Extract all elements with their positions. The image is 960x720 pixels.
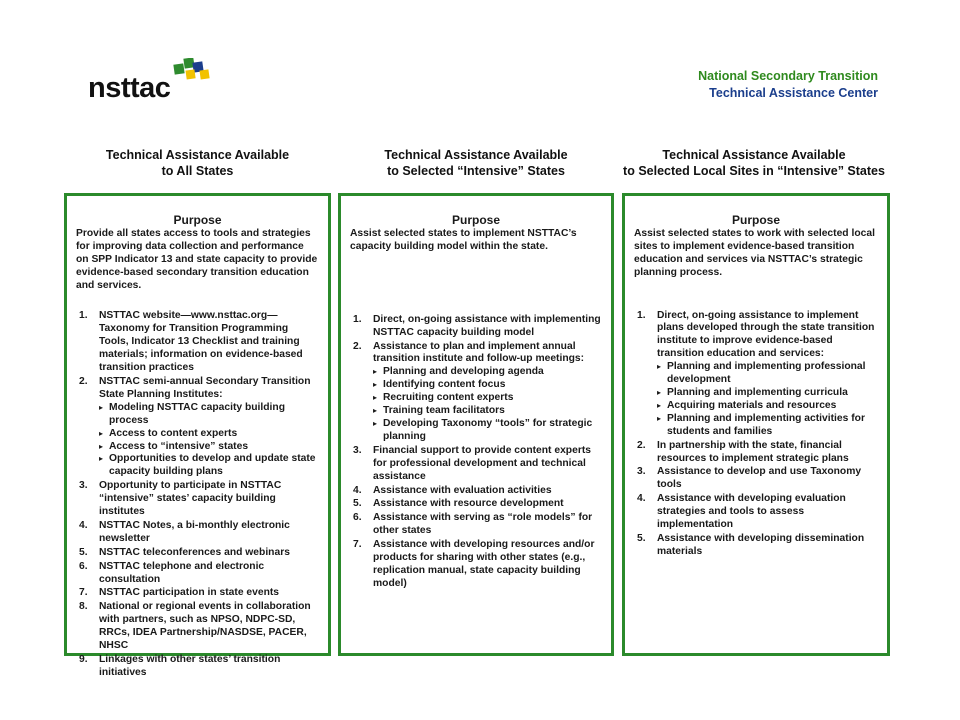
logo-wordmark: nsttac: [88, 72, 171, 104]
bullet-icon: ▸: [373, 380, 378, 390]
nsttac-logo: [88, 58, 218, 104]
bullet-icon: ▸: [99, 402, 104, 412]
column-heading-line2: to All States: [161, 164, 234, 178]
column-heading-line1: Technical Assistance Available: [105, 148, 290, 162]
list-item: 6. NSTTAC telephone and electronic consultation: [79, 560, 265, 585]
sub-list: [657, 361, 878, 438]
nsttac-logo-squares-icon: [172, 58, 212, 84]
assistance-list: [350, 314, 602, 591]
column-heading-local-sites: [618, 147, 890, 179]
purpose-text: Assist selected states to implement NSTTAC’s capacity building model within the state.: [350, 227, 577, 252]
list-item: 2. Assistance to plan and implement annual transition institute and follow-up meetings: ▸ Planning and developing agenda ▸ Identifying content focus ▸ Recruiting content experts ▸ Training team facilitators ▸ Developing Taxonomy “tools” for strategic planning: [350, 341, 602, 444]
list-item: 4. Assistance with developing evaluation strategies and tools to assess implementation: [637, 493, 846, 531]
purpose-title: Purpose: [173, 213, 222, 227]
list-item: 4. NSTTAC Notes, a bi-monthly electronic newsletter: [79, 519, 290, 544]
bullet-icon: ▸: [373, 406, 378, 416]
bullet-icon: ▸: [373, 367, 378, 377]
bullet-icon: ▸: [657, 387, 662, 397]
purpose-text: Provide all states access to tools and strategies for improving data collection and performance on SPP Indicator 13 and state capacity to provide evidence-based secondary transition education and services.: [76, 227, 318, 291]
list-item: 2. NSTTAC semi-annual Secondary Transition State Planning Institutes: ▸ Modeling NSTTAC capacity building process ▸ Access to content experts ▸ Access to “intensive” states ▸ Opportunities to develop and update state capacity building plans: [76, 376, 319, 479]
list-item: 7. Assistance with developing resources and/or products for sharing with other states (e.g., replication manual, state capacity building model): [353, 539, 595, 589]
list-item: 7. NSTTAC participation in state events: [79, 587, 280, 599]
list-item: 3. Assistance to develop and use Taxonomy tools: [637, 466, 862, 491]
sub-list-item: ▸ Access to “intensive” states: [99, 440, 249, 452]
list-item: 1. NSTTAC website—www.nsttac.org—Taxonomy for Transition Programming Tools, Indicator 13 Checklist and training materials; information on evidence-based transition practices: [79, 310, 303, 374]
sub-list-item: ▸ Planning and implementing activities for students and families: [657, 412, 865, 437]
sub-list-item: ▸ Opportunities to develop and update state capacity building plans: [99, 453, 316, 478]
column-heading-line2: to Selected Local Sites in “Intensive” States: [623, 164, 885, 178]
sub-list-item: ▸ Planning and implementing professional development: [657, 361, 866, 386]
column-box-all-states: [64, 193, 331, 678]
bullet-icon: ▸: [657, 400, 662, 410]
bullet-icon: ▸: [657, 413, 662, 423]
org-name-line2: Technical Assistance Center: [709, 86, 878, 100]
sub-list-item: ▸ Access to content experts: [99, 427, 238, 439]
list-item: 5. Assistance with resource development: [353, 498, 564, 510]
org-name-line1: National Secondary Transition: [698, 69, 878, 83]
column-heading-line2: to Selected “Intensive” States: [387, 164, 565, 178]
list-item: 1. Direct, on-going assistance to implement plans developed through the state transition institute to improve evidence-based transition education and services: ▸ Planning and implementing professional development ▸ Planning and implementing curricula ▸ Acquiring materials and resources ▸ Planning and implementing activities for students and families: [634, 310, 878, 439]
list-item: 6. Assistance with serving as “role models” for other states: [353, 512, 593, 537]
purpose-title: Purpose: [731, 213, 780, 227]
sub-list-item: ▸ Training team facilitators: [373, 405, 505, 417]
list-item: 5. NSTTAC teleconferences and webinars: [79, 546, 290, 558]
list-item: 1. Direct, on-going assistance with implementing NSTTAC capacity building model: [353, 313, 601, 338]
sub-list-item: ▸ Recruiting content experts: [373, 392, 514, 404]
bullet-icon: ▸: [373, 418, 378, 428]
purpose-text: Assist selected states to work with selected local sites to implement evidence-based transition education and services via NSTTAC’s strategic planning process.: [634, 227, 875, 278]
assistance-list: [76, 310, 319, 679]
sub-list: [373, 366, 602, 443]
list-item: 3. Opportunity to participate in NSTTAC “intensive” states’ capacity building institutes: [79, 480, 282, 518]
assistance-list: [634, 310, 878, 559]
sub-list-item: ▸ Modeling NSTTAC capacity building process: [99, 401, 286, 426]
bullet-icon: ▸: [373, 393, 378, 403]
column-heading-intensive-states: [338, 147, 614, 179]
bullet-icon: ▸: [99, 454, 104, 464]
bullet-icon: ▸: [99, 441, 104, 451]
sub-list-item: ▸ Planning and implementing curricula: [657, 386, 848, 398]
sub-list-item: ▸ Planning and developing agenda: [373, 366, 544, 378]
list-item: 3. Financial support to provide content experts for professional development and technical assistance: [353, 444, 591, 482]
list-item: 9. Linkages with other states’ transition initiatives: [79, 654, 281, 678]
sub-list: [99, 402, 319, 479]
sub-list-item: ▸ Developing Taxonomy “tools” for strategic planning: [373, 417, 593, 442]
organization-name: [698, 68, 878, 102]
list-item: 5. Assistance with developing dissemination materials: [637, 532, 865, 557]
purpose-title: Purpose: [451, 213, 500, 227]
column-heading-line1: Technical Assistance Available: [384, 148, 568, 162]
column-heading-line1: Technical Assistance Available: [662, 148, 846, 162]
bullet-icon: ▸: [99, 428, 104, 438]
list-item: 4. Assistance with evaluation activities: [353, 484, 552, 496]
list-item: 2. In partnership with the state, financial resources to implement strategic plans: [637, 439, 849, 464]
bullet-icon: ▸: [657, 362, 662, 372]
column-box-intensive-states: [338, 193, 614, 656]
sub-list-item: ▸ Identifying content focus: [373, 379, 506, 391]
sub-list-item: ▸ Acquiring materials and resources: [657, 399, 837, 411]
list-item: 8. National or regional events in collaboration with partners, such as NPSO, NDPC-SD, RRCs, IDEA Partnership/NASDSE, PACER, NHSC: [79, 601, 311, 652]
column-heading-all-states: [64, 147, 331, 179]
column-box-local-sites: [622, 193, 890, 656]
